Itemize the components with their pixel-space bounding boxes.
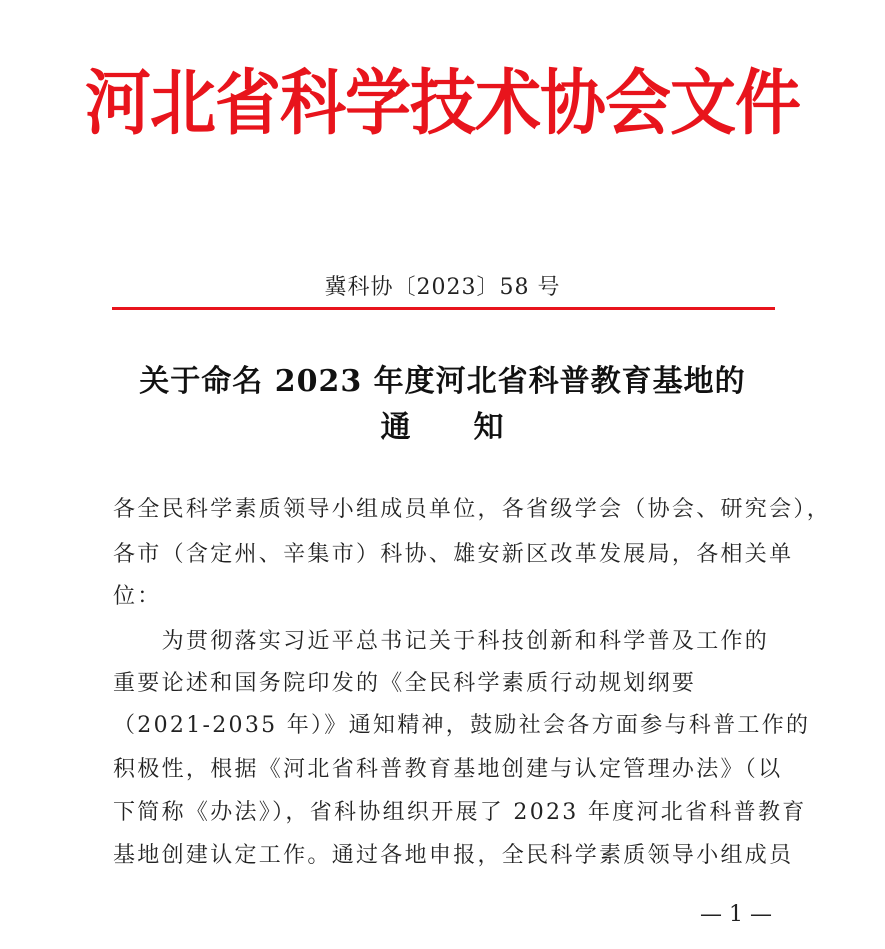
page-number: — 1 — bbox=[700, 902, 772, 927]
body-line-2: 各市（含定州、辛集市）科协、雄安新区改革发展局，各相关单 bbox=[113, 542, 794, 567]
issuer-masthead: 河北省科学技术协会文件 bbox=[85, 61, 800, 146]
body-line-6: （2021-2035 年）》通知精神，鼓励社会各方面参与科普工作的 bbox=[113, 713, 811, 738]
body-line-5: 重要论述和国务院印发的《全民科学素质行动规划纲要 bbox=[113, 671, 697, 696]
notice-title-line-2: 通 知 bbox=[380, 410, 505, 445]
document-number: 冀科协〔2023〕58 号 bbox=[324, 275, 561, 300]
body-line-4: 为贯彻落实习近平总书记关于科技创新和科学普及工作的 bbox=[113, 629, 770, 654]
body-line-1: 各全民科学素质领导小组成员单位，各省级学会（协会、研究会）， bbox=[113, 497, 832, 522]
body-line-9: 基地创建认定工作。通过各地申报，全民科学素质领导小组成员 bbox=[113, 843, 794, 868]
notice-title-line-1: 关于命名 2023 年度河北省科普教育基地的 bbox=[139, 364, 746, 399]
body-line-3: 位： bbox=[113, 584, 162, 609]
body-line-7: 积极性，根据《河北省科普教育基地创建与认定管理办法》（以 bbox=[113, 757, 783, 782]
body-line-8: 下简称《办法》），省科协组织开展了 2023 年度河北省科普教育 bbox=[113, 800, 807, 825]
red-divider-rule bbox=[112, 307, 775, 310]
